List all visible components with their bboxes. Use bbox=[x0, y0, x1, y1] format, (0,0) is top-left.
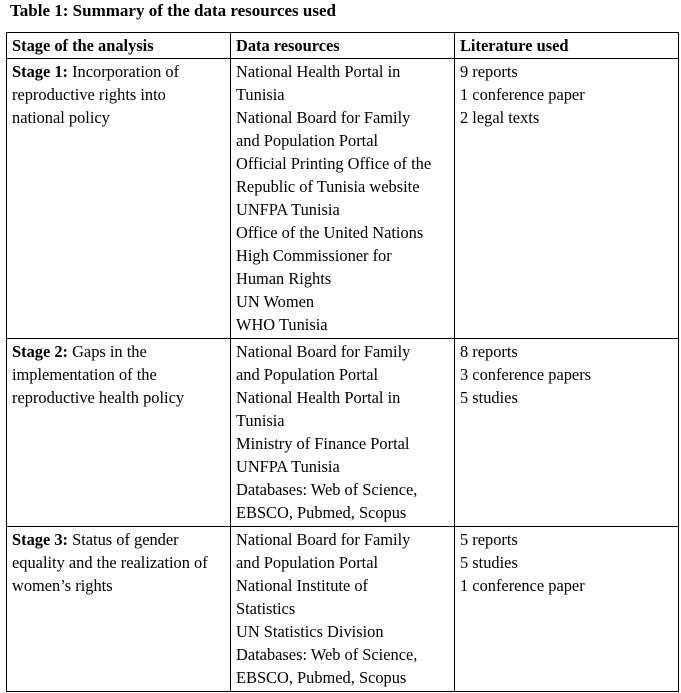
literature-line: 1 conference paper bbox=[460, 576, 585, 595]
resource-line: National Board for Family bbox=[236, 108, 411, 127]
stage-description: Status of gender bbox=[68, 530, 179, 549]
resource-line: EBSCO, Pubmed, Scopus bbox=[236, 668, 407, 687]
stage-cell bbox=[7, 527, 231, 692]
resource-line: and Population Portal bbox=[236, 553, 379, 572]
header-stage: Stage of the analysis bbox=[7, 33, 231, 59]
resource-line: Databases: Web of Science, bbox=[236, 480, 418, 499]
resource-line: National Institute of bbox=[236, 576, 369, 595]
resource-line: and Population Portal bbox=[236, 365, 379, 384]
stage-line: women’s rights bbox=[12, 576, 113, 595]
stage-description: Gaps in the bbox=[68, 342, 147, 361]
resource-line: Official Printing Office of the bbox=[236, 154, 432, 173]
header-literature: Literature used bbox=[455, 33, 679, 59]
resource-line: Statistics bbox=[236, 599, 296, 618]
resource-line: EBSCO, Pubmed, Scopus bbox=[236, 503, 407, 522]
literature-cell bbox=[455, 59, 679, 339]
stage-description: Incorporation of bbox=[68, 62, 180, 81]
header-data-resources: Data resources bbox=[231, 33, 455, 59]
literature-line: 1 conference paper bbox=[460, 85, 585, 104]
resource-line: High Commissioner for bbox=[236, 246, 392, 265]
resource-line: Tunisia bbox=[236, 411, 285, 430]
resource-line: National Health Portal in bbox=[236, 62, 401, 81]
table-row bbox=[7, 339, 679, 527]
resource-line: National Health Portal in bbox=[236, 388, 401, 407]
resource-line: UN Statistics Division bbox=[236, 622, 384, 641]
resource-line: National Board for Family bbox=[236, 342, 411, 361]
resource-line: Human Rights bbox=[236, 269, 332, 288]
stage-label: Stage 3: bbox=[12, 530, 68, 549]
resource-line: UNFPA Tunisia bbox=[236, 457, 340, 476]
literature-cell bbox=[455, 339, 679, 527]
resource-line: Tunisia bbox=[236, 85, 285, 104]
stage-cell bbox=[7, 59, 231, 339]
stage-line bbox=[12, 528, 226, 551]
resources-cell bbox=[231, 59, 455, 339]
resource-line: UN Women bbox=[236, 292, 315, 311]
resource-line: Republic of Tunisia website bbox=[236, 177, 420, 196]
stage-line: reproductive health policy bbox=[12, 388, 185, 407]
resource-line: Databases: Web of Science, bbox=[236, 645, 418, 664]
data-resources-table bbox=[6, 32, 679, 692]
stage-line: reproductive rights into bbox=[12, 85, 166, 104]
resource-line: UNFPA Tunisia bbox=[236, 200, 340, 219]
stage-cell bbox=[7, 339, 231, 527]
resource-line: and Population Portal bbox=[236, 131, 379, 150]
stage-label: Stage 1: bbox=[12, 62, 68, 81]
resources-cell bbox=[231, 527, 455, 692]
resource-line: Ministry of Finance Portal bbox=[236, 434, 410, 453]
literature-line: 3 conference papers bbox=[460, 365, 592, 384]
stage-line: implementation of the bbox=[12, 365, 157, 384]
table-caption: Table 1: Summary of the data resources used bbox=[10, 1, 336, 20]
literature-line: 9 reports bbox=[460, 62, 518, 81]
literature-cell bbox=[455, 527, 679, 692]
table-header-row bbox=[7, 33, 679, 59]
resources-cell bbox=[231, 339, 455, 527]
stage-line bbox=[12, 60, 226, 83]
literature-line: 8 reports bbox=[460, 342, 518, 361]
stage-line bbox=[12, 340, 226, 363]
stage-line: national policy bbox=[12, 108, 110, 127]
resource-line: Office of the United Nations bbox=[236, 223, 424, 242]
literature-line: 2 legal texts bbox=[460, 108, 540, 127]
stage-line: equality and the realization of bbox=[12, 553, 208, 572]
literature-line: 5 studies bbox=[460, 553, 518, 572]
table-row bbox=[7, 59, 679, 339]
literature-line: 5 studies bbox=[460, 388, 518, 407]
resource-line: National Board for Family bbox=[236, 530, 411, 549]
table-body bbox=[7, 59, 679, 692]
stage-label: Stage 2: bbox=[12, 342, 68, 361]
table-row bbox=[7, 527, 679, 692]
literature-line: 5 reports bbox=[460, 530, 518, 549]
resource-line: WHO Tunisia bbox=[236, 315, 328, 334]
